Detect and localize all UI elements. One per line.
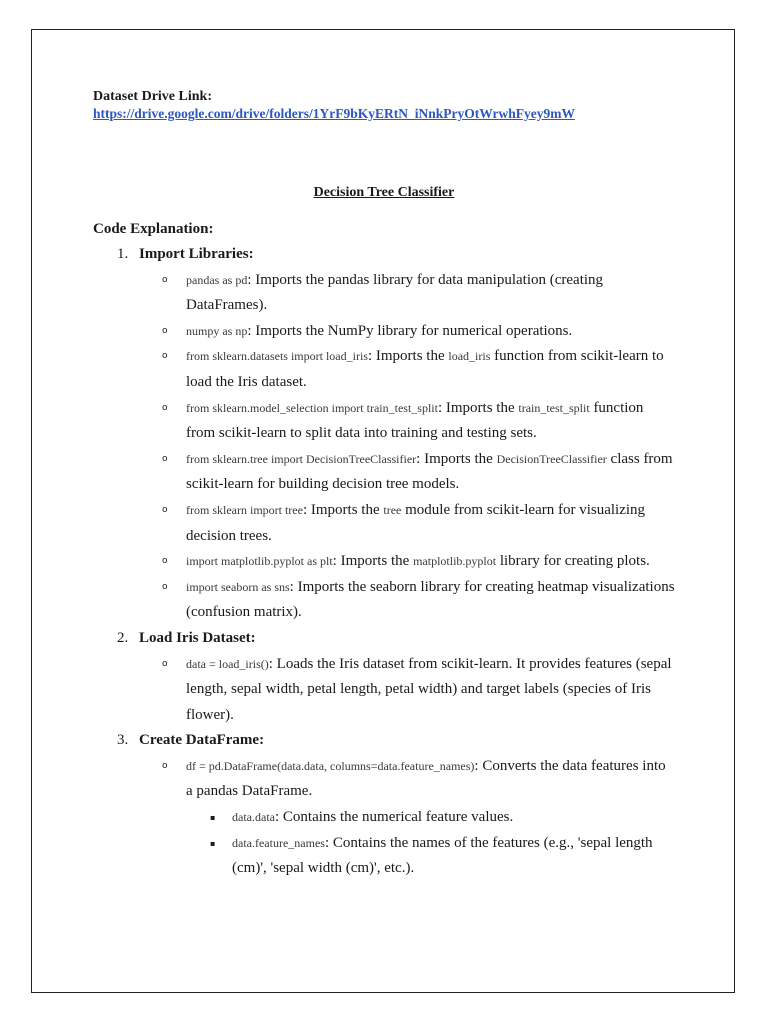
item-text <box>186 396 675 447</box>
bullet-circle-icon: o <box>162 556 168 567</box>
bullet-square-icon: ▪ <box>210 838 216 848</box>
bullet-circle-icon: o <box>162 274 168 285</box>
code-snippet: import seaborn as sns <box>186 579 290 594</box>
document-page <box>31 29 735 993</box>
body-text: module from scikit-learn for visualizing decision trees. <box>186 501 646 544</box>
body-text: : Imports the <box>437 399 519 416</box>
item-text <box>186 498 675 549</box>
sub-sub-list <box>186 805 675 882</box>
code-snippet: load_iris <box>448 349 491 364</box>
item-text <box>186 652 675 729</box>
numbered-list <box>93 242 675 882</box>
bullet-circle-icon: o <box>162 402 168 413</box>
code-snippet: data.feature_names <box>232 835 325 850</box>
list-item <box>139 652 675 729</box>
drive-link-label: Dataset Drive Link: <box>93 89 212 104</box>
document-title: Decision Tree Classifier <box>313 185 455 200</box>
bullet-circle-icon: o <box>162 658 168 669</box>
body-text: : Imports the <box>367 348 449 365</box>
body-text: class from scikit-learn for building decision tree models. <box>186 450 673 493</box>
bullet-circle-icon: o <box>162 351 168 362</box>
document-content <box>93 88 675 877</box>
body-text: : Contains the names of the features (e.g., 'sepal length (cm)', 'sepal width (cm)', etc.). <box>232 834 653 877</box>
list-number: 2. <box>117 629 129 646</box>
sub-list <box>139 268 675 626</box>
body-text: : Imports the <box>302 501 384 518</box>
list-item <box>139 549 675 575</box>
numbered-item <box>93 626 675 728</box>
code-snippet: data.data <box>232 810 275 825</box>
section-title: Load Iris Dataset: <box>139 629 256 646</box>
sub-list <box>139 652 675 729</box>
list-item <box>139 319 675 345</box>
body-text: : Converts the data features into a pandas DataFrame. <box>186 757 666 800</box>
item-text <box>186 447 675 498</box>
code-snippet: df = pd.DataFrame(data.data, columns=data.feature_names) <box>186 758 475 773</box>
drive-link[interactable]: https://drive.google.com/drive/folders/1YrF9bKyERtN_iNnkPryOtWrwhFyey9mW <box>93 106 575 121</box>
bullet-circle-icon: o <box>162 325 168 336</box>
code-snippet: import matplotlib.pyplot as plt <box>186 554 333 569</box>
body-text: : Imports the NumPy library for numerical operations. <box>247 322 573 339</box>
item-text <box>186 319 675 345</box>
list-item <box>186 805 675 831</box>
code-snippet: pandas as pd <box>186 272 248 287</box>
body-text: : Loads the Iris dataset from scikit-learn. It provides features (sepal length, sepal width, petal length, petal width) and target labels (species of Iris flower). <box>186 655 672 723</box>
item-text <box>186 754 675 805</box>
bullet-circle-icon: o <box>162 581 168 592</box>
code-snippet: tree <box>383 502 402 517</box>
body-text: function from scikit-learn to split data into training and testing sets. <box>186 399 644 442</box>
numbered-item <box>93 728 675 882</box>
code-snippet: DecisionTreeClassifier <box>496 451 607 466</box>
list-item <box>139 344 675 395</box>
code-snippet: from sklearn.datasets import load_iris <box>186 349 368 364</box>
list-number: 1. <box>117 246 129 262</box>
sub-list <box>139 754 675 882</box>
item-text <box>186 268 675 319</box>
code-snippet: from sklearn import tree <box>186 502 303 517</box>
list-number: 3. <box>117 732 129 749</box>
code-snippet: from sklearn.tree import DecisionTreeClassifier <box>186 451 417 466</box>
numbered-item <box>93 242 675 626</box>
item-text <box>186 344 675 395</box>
list-item <box>186 831 675 882</box>
item-text <box>186 575 675 626</box>
list-item <box>139 754 675 882</box>
bullet-square-icon: ▪ <box>210 813 216 823</box>
body-text: : Contains the numerical feature values. <box>274 809 514 826</box>
body-text: : Imports the <box>332 553 414 570</box>
list-item <box>139 268 675 319</box>
section-title: Import Libraries: <box>139 246 254 262</box>
list-item <box>139 575 675 626</box>
bullet-circle-icon: o <box>162 504 168 515</box>
section-heading: Code Explanation: <box>93 221 214 237</box>
list-item <box>139 396 675 447</box>
section-title: Create DataFrame: <box>139 732 265 749</box>
code-snippet: numpy as np <box>186 323 248 338</box>
item-text <box>232 831 675 882</box>
body-text: function from scikit-learn to load the Iris dataset. <box>186 348 664 390</box>
body-text: : Imports the pandas library for data manipulation (creating DataFrames). <box>186 271 604 314</box>
item-text <box>186 549 675 575</box>
list-item <box>139 498 675 549</box>
bullet-circle-icon: o <box>162 760 168 771</box>
code-snippet: data = load_iris() <box>186 656 269 671</box>
body-text: library for creating plots. <box>496 553 650 570</box>
code-snippet: train_test_split <box>518 400 590 415</box>
bullet-circle-icon: o <box>162 453 168 464</box>
code-snippet: matplotlib.pyplot <box>413 554 497 569</box>
body-text: : Imports the <box>416 450 497 467</box>
item-text <box>232 805 675 831</box>
body-text: : Imports the seaborn library for creating heatmap visualizations (confusion matrix). <box>186 578 675 621</box>
code-snippet: from sklearn.model_selection import train_test_split <box>186 400 438 415</box>
list-item <box>139 447 675 498</box>
